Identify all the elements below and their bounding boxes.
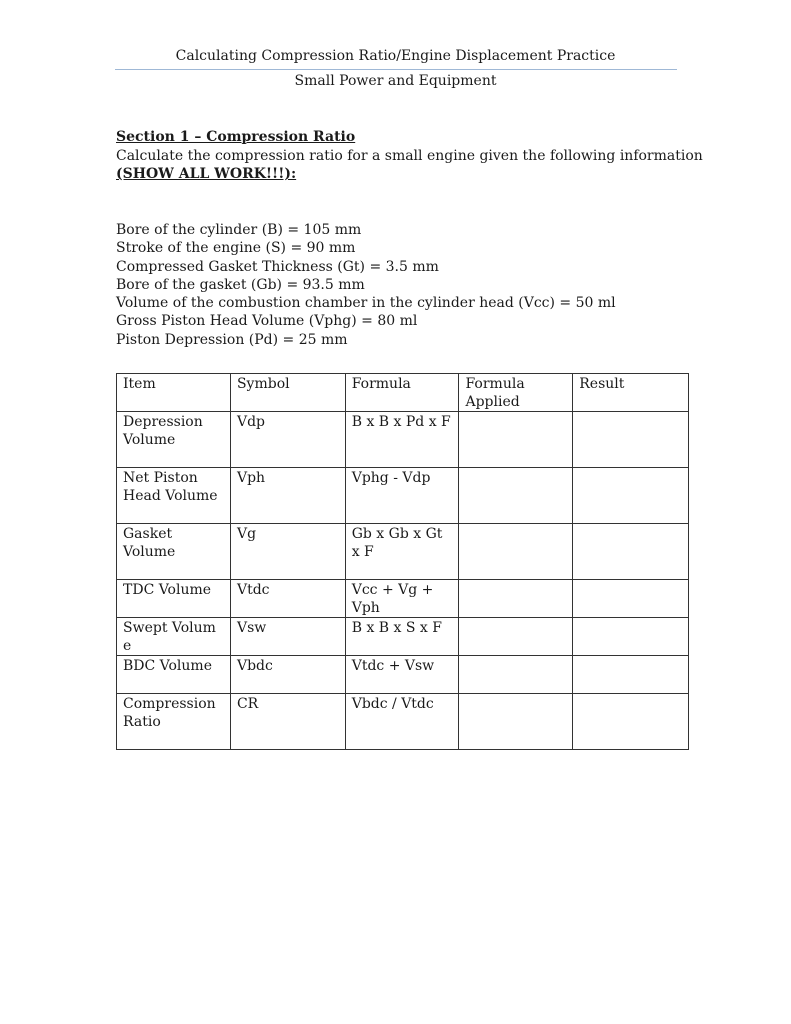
table-header-row: [117, 374, 689, 412]
cell-item: BDC Volume: [117, 656, 231, 694]
table-row: [117, 656, 689, 694]
given-values-list: [116, 221, 616, 349]
table-row: [117, 618, 689, 656]
cell-symbol: Vdp: [230, 412, 345, 468]
cell-result[interactable]: [573, 412, 689, 468]
cell-symbol: Vph: [230, 468, 345, 524]
document-subtitle: Small Power and Equipment: [294, 73, 497, 89]
cell-formula-applied[interactable]: [459, 618, 573, 656]
given-gasket-thickness: Compressed Gasket Thickness (Gt) = 3.5 mm: [116, 258, 439, 275]
cell-result[interactable]: [573, 580, 689, 618]
header-symbol: Symbol: [230, 374, 345, 412]
cell-symbol: Vbdc: [230, 656, 345, 694]
cell-formula-applied[interactable]: [459, 694, 573, 750]
given-gross-piston-head-volume: Gross Piston Head Volume (Vphg) = 80 ml: [116, 313, 418, 330]
cell-result[interactable]: [573, 524, 689, 580]
header-item: Item: [117, 374, 231, 412]
instruction-text: Calculate the compression ratio for a small engine given the following information: [116, 148, 703, 164]
table-row: [117, 412, 689, 468]
cell-item: TDC Volume: [117, 580, 231, 618]
cell-formula: B x B x S x F: [345, 618, 459, 656]
cell-formula: Vbdc / Vtdc: [345, 694, 459, 750]
given-bore: Bore of the cylinder (B) = 105 mm: [116, 222, 362, 238]
header-formula: Formula: [345, 374, 459, 412]
table-row: [117, 580, 689, 618]
cell-symbol: Vtdc: [230, 580, 345, 618]
header-divider: [115, 69, 677, 70]
cell-formula: B x B x Pd x F: [345, 412, 459, 468]
cell-formula-applied[interactable]: [459, 524, 573, 580]
table-row: [117, 468, 689, 524]
worksheet-table: [116, 373, 689, 750]
cell-item: Depression Volume: [117, 412, 231, 468]
given-gasket-bore: Bore of the gasket (Gb) = 93.5 mm: [116, 276, 365, 293]
show-work-note: (SHOW ALL WORK!!!):: [116, 166, 297, 182]
header-result: Result: [573, 374, 689, 412]
cell-symbol: Vg: [230, 524, 345, 580]
cell-result[interactable]: [573, 656, 689, 694]
cell-formula: Vtdc + Vsw: [345, 656, 459, 694]
cell-symbol: CR: [230, 694, 345, 750]
cell-symbol: Vsw: [230, 618, 345, 656]
section-heading: Section 1 – Compression Ratio: [116, 129, 356, 145]
given-stroke: Stroke of the engine (S) = 90 mm: [116, 240, 356, 257]
cell-result[interactable]: [573, 468, 689, 524]
cell-formula-applied[interactable]: [459, 468, 573, 524]
cell-formula-applied[interactable]: [459, 580, 573, 618]
given-piston-depression: Piston Depression (Pd) = 25 mm: [116, 331, 348, 348]
cell-formula-applied[interactable]: [459, 656, 573, 694]
document-title: Calculating Compression Ratio/Engine Displacement Practice: [175, 48, 616, 64]
given-combustion-chamber-volume: Volume of the combustion chamber in the cylinder head (Vcc) = 50 ml: [116, 295, 616, 312]
cell-item: Compression Ratio: [117, 694, 231, 750]
cell-formula-applied[interactable]: [459, 412, 573, 468]
cell-item: Gasket Volume: [117, 524, 231, 580]
cell-item: Net Piston Head Volume: [117, 468, 231, 524]
cell-result[interactable]: [573, 694, 689, 750]
cell-formula: Vcc + Vg + Vph: [345, 580, 459, 618]
cell-formula: Gb x Gb x Gt x F: [345, 524, 459, 580]
table-row: [117, 524, 689, 580]
table-row: [117, 694, 689, 750]
cell-item: Swept Volum e: [117, 618, 231, 656]
header-formula-applied: Formula Applied: [459, 374, 573, 412]
cell-result[interactable]: [573, 618, 689, 656]
cell-formula: Vphg - Vdp: [345, 468, 459, 524]
